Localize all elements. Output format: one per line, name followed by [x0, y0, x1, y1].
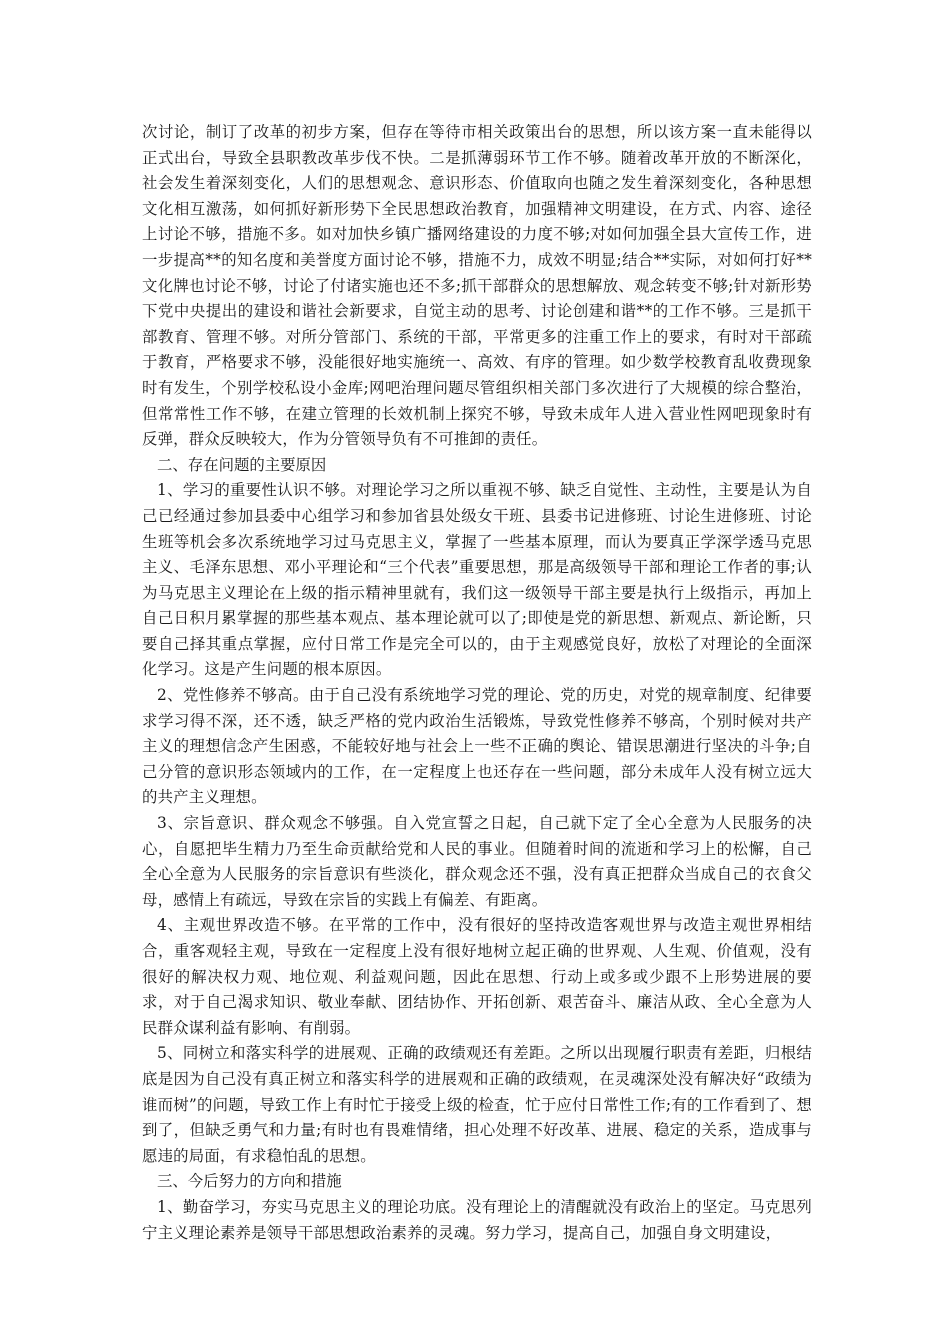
body-paragraph: 次讨论，制订了改革的初步方案，但存在等待市相关政策出台的思想，所以该方案一直未能得以正式出台，导致全县职教改革步伐不快。二是抓薄弱环节工作不够。随着改革开放的不断深化，社会发生着深刻变化，人们的思想观念、意识形态、价值取向也随之发生着深刻变化，各种思想文化相互激荡，如何抓好新形势下全民思想政治教育，加强精神文明建设，在方式、内容、途径上讨论不够，措施不多。如对加快乡镇广播网络建设的力度不够;对如何加强全县大宣传工作，进一步提高**的知名度和美誉度方面讨论不够，措施不力，成效不明显;结合**实际，对如何打好**文化牌也讨论不够，讨论了付诸实施也还不多;抓干部群众的思想解放、观念转变不够;针对新形势下党中央提出的建设和谐社会新要求，自觉主动的思考、讨论创建和谐**的工作不够。三是抓干部教育、管理不够。对所分管部门、系统的干部，平常更多的注重工作上的要求，有时对干部疏于教育，严格要求不够，没能很好地实施统一、高效、有序的管理。如少数学校教育乱收费现象时有发生，个别学校私设小金库;网吧治理问题尽管组织相关部门多次进行了大规模的综合整治，但常常性工作不够，在建立管理的长效机制上探究不够，导致未成年人进入营业性网吧现象时有反弹，群众反映较大，作为分管领导负有不可推卸的责任。	[142, 123, 812, 449]
body-paragraph: 3、宗旨意识、群众观念不够强。自入党宣誓之日起，自己就下定了全心全意为人民服务的决心，自愿把毕生精力乃至生命贡献给党和人民的事业。但随着时间的流逝和学习上的松懈，自己全心全意为人民服务的宗旨意识有些淡化，群众观念还不强，没有真正把群众当成自己的衣食父母，感情上有疏远，导致在宗旨的实践上有偏差、有距离。	[142, 814, 812, 909]
body-paragraph: 1、勤奋学习，夯实马克思主义的理论功底。没有理论上的清醒就没有政治上的坚定。马克思列宁主义理论素养是领导干部思想政治素养的灵魂。努力学习，提高自己，加强自身文明建设，	[142, 1197, 812, 1242]
body-paragraph: 5、同树立和落实科学的进展观、正确的政绩观还有差距。之所以出现履行职责有差距，归根结底是因为自己没有真正树立和落实科学的进展观和正确的政绩观，在灵魂深处没有解决好“政绩为谁而树”的问题，导致工作上有时忙于接受上级的检查，忙于应付日常性工作;有的工作看到了、想到了，但缺乏勇气和力量;有时也有畏难情绪，担心处理不好改革、进展、稳定的关系，造成事与愿违的局面，有求稳怕乱的思想。	[142, 1044, 812, 1165]
body-paragraph: 4、主观世界改造不够。在平常的工作中，没有很好的坚持改造客观世界与改造主观世界相结合，重客观轻主观，导致在一定程度上没有很好地树立起正确的世界观、人生观、价值观，没有很好的解决权力观、地位观、利益观问题，因此在思想、行动上或多或少跟不上形势进展的要求，对于自己渴求知识、敬业奉献、团结协作、开拓创新、艰苦奋斗、廉洁从政、全心全意为人民群众谋利益有影响、有削弱。	[142, 916, 812, 1037]
body-paragraph: 2、党性修养不够高。由于自己没有系统地学习党的理论、党的历史，对党的规章制度、纪律要求学习得不深，还不透，缺乏严格的党内政治生活锻炼，导致党性修养不够高，个别时候对共产主义的理想信念产生困惑，不能较好地与社会上一些不正确的舆论、错误思潮进行坚决的斗争;自己分管的意识形态领域内的工作，在一定程度上也还存在一些问题，部分未成年人没有树立远大的共产主义理想。	[142, 686, 812, 807]
section-heading: 二、存在问题的主要原因	[157, 455, 327, 474]
document-page	[142, 120, 812, 1246]
section-heading: 三、今后努力的方向和措施	[157, 1172, 342, 1191]
body-paragraph: 1、学习的重要性认识不够。对理论学习之所以重视不够、缺乏自觉性、主动性，主要是认为自己已经通过参加县委中心组学习和参加省县处级女干班、县委书记进修班、讨论生进修班、讨论生班等机会多次系统地学习过马克思主义，掌握了一些基本原理，而认为要真正学深学透马克思主义、毛泽东思想、邓小平理论和“三个代表”重要思想，那是高级领导干部和理论工作者的事;认为马克思主义理论在上级的指示精神里就有，我们这一级领导干部主要是执行上级指示，再加上自己日积月累掌握的那些基本观点、基本理论就可以了;即使是党的新思想、新观点、新论断，只要自己择其重点掌握，应付日常工作是完全可以的，由于主观感觉良好，放松了对理论的全面深化学习。这是产生问题的根本原因。	[142, 481, 812, 679]
